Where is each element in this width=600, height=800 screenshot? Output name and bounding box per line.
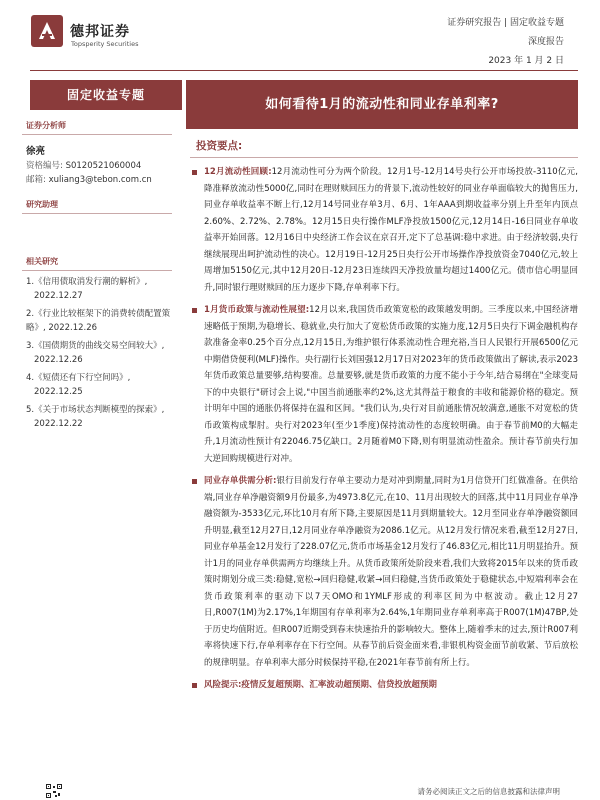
- analyst-heading: 证券分析师: [22, 120, 172, 135]
- report-title: 如何看待1月的流动性和同业存单利率?: [186, 80, 578, 129]
- paragraph-policy-outlook: [190, 302, 578, 467]
- logo-text-en: Topsperity Securities: [71, 40, 139, 48]
- square-bullet-icon: [192, 479, 197, 484]
- cert-label: 资格编号:: [26, 161, 63, 171]
- square-bullet-icon: [192, 308, 197, 313]
- logo-text-cn: 德邦证券: [70, 24, 130, 40]
- analyst-cert: [26, 159, 182, 171]
- email-label: 邮箱:: [26, 175, 46, 185]
- paragraph-text: 12月流动性可分为两个阶段。12月1号-12月14号央行公开市场投放-3110亿元,降准释放流动性5000亿,同时在理财赎回压力的背景下,流动性较好的同业存单面临较大的抛售压力,同业存单收益率不断上行,12月14号同业存单3月、6月、1年AAA到期收益率分别上升至年内顶点2.60%、2.72%、2.78%。12月15日央行操作MLF净投放1500亿元,12月14日-16日同业存单收益率开始回落。12月16日中央经济工作会议在京召开,定下了总基调:稳中求进。由于经济较弱,央行继续展现出呵护流动性的决心。12月19日-12月25日央行公开市场操作净投放资金7040亿元,较上周增加5150亿元,其中12月20日-12月23日连续四天净投放量均超过1400亿元。债市信心明显回升,同时银行理财赎回的压力逐步下降,存单利率下行。: [204, 167, 578, 293]
- paragraph-liquidity-review: [190, 164, 578, 296]
- related-title: 3.《国债期货的曲线交易空间较大》,: [26, 341, 165, 351]
- report-type: 深度报告: [527, 37, 564, 47]
- paragraph-keyword: 1月货币政策与流动性展望:: [204, 305, 310, 315]
- tebon-logo-icon: [31, 15, 63, 47]
- related-research-list: [22, 275, 182, 431]
- investment-points-heading: 投资要点:: [190, 136, 578, 158]
- paragraph-keyword: 同业存单供需分析:: [204, 476, 277, 486]
- report-category: 证券研究报告 | 固定收益专题: [447, 18, 564, 28]
- risk-warning: [190, 677, 578, 693]
- paragraph-cd-supply-demand: [190, 473, 578, 671]
- page-footer: [0, 784, 600, 800]
- report-meta: [447, 14, 564, 71]
- related-date: 2022.12.22: [34, 419, 83, 429]
- report-date: 2023 年 1 月 2 日: [488, 56, 564, 66]
- square-bullet-icon: [192, 170, 197, 175]
- related-date: 2022.12.27: [34, 291, 83, 301]
- paragraph-keyword: 12月流动性回顾:: [204, 167, 272, 177]
- list-item[interactable]: [22, 371, 182, 399]
- paragraph-text: 银行目前发行存单主要动力是对冲到期量,同时为1月信贷开门红做准备。在供给端,同业存单净融资额9月份最多,为4973.8亿元,在10、11月出现较大的回落,其中11月同业存单净融资额为-3533亿元,环比10月有所下降,主要原因是11月到期量较大。12月至同业存单净融资额回升明显,截至12月27日,12月同业存单净融资为2086.1亿元。从12月发行情况来看,截至12月27日,同业存单基金12月发行了228.07亿元,货币市场基金12月发行了46.83亿元,相比11月明显抬升。预计1月的同业存单供需两方均继续上升。从货币政策所处阶段来看,我们大致将2015年以来的货币政策时期划分成三类:稳健,宽松→回归稳健,收紧→回归稳健,当货币政策处于稳健状态,中短端利率会在货币政策利率的驱动下以7天OMO和1YMLF形成的利率区间为中枢波动。截止12月27日,R007(1M)为2.17%,1年期国有存单利率为2.64%,1年期同业存单利率高于R007(1M)47BP,处于历史均值附近。但R007近期受到春末快速抬升的影响较大。整体上,随着季末的过去,预计R007利率将快速下行,存单利率存在下行空间。从春节前后资金面来看,非银机构资金面节前收紧、节后放松的规律明显。存单利率大部分时候保持平稳,在2021年春节前有所上行。: [204, 476, 578, 668]
- related-title: 5.《关于市场状态判断模型的探索》,: [26, 405, 165, 415]
- main-content: [190, 136, 578, 693]
- assistant-heading: 研究助理: [22, 199, 172, 214]
- list-item[interactable]: [22, 307, 182, 335]
- related-title: 4.《短债还有下行空间吗》,: [26, 373, 131, 383]
- cert-number: S0120521060004: [65, 161, 142, 171]
- risk-text: 风险提示:疫情反复超预期、汇率波动超预期、信贷投放超预期: [204, 680, 437, 690]
- email-link[interactable]: xuliang3@tebon.com.cn: [48, 175, 152, 185]
- related-date: 2022.12.26: [34, 355, 83, 365]
- report-header: [0, 0, 600, 72]
- sidebar: [22, 120, 182, 431]
- analyst-email: [26, 173, 182, 185]
- paragraph-text: 12月以来,我国货币政策宽松的政策越发明朗。三季度以来,中国经济增速略低于预期,为稳增长、稳就业,央行加大了宽松货币政策的实施力度,12月5日央行下调金融机构存款准备金率0.25个百分点,12月15日,为维护银行体系流动性合理充裕,当日人民银行开展6500亿元中期借贷便利(MLF)操作。央行副行长刘国强12月17日对2023年的货币政策做出了解读,表示2023年货币政策总量要够,结构要准。总量要够,就是货币政策的力度不能小于今年,结合易纲在"全球变局下的中央银行"研讨会上说,"中国当前通胀率约2%,这尤其得益于粮食的丰收和能源价格的稳定。预计明年中国的通胀仍将保持在温和区间。"我们认为,央行对目前通胀情况较满意,通胀不对宽松的货币政策构成掣肘。央行对2023年(至少1季度)保持流动性的态度较明确。由于春节前M0的大幅走升,1月流动性预计有22046.75亿缺口。2月随着M0下降,则有明显流动性盈余。预计春节前央行加大逆回购规模进行对冲。: [204, 305, 578, 464]
- related-title: 1.《信用债取消发行潮的解析》,: [26, 277, 148, 287]
- square-bullet-icon: [192, 683, 197, 688]
- header-divider: [30, 70, 578, 71]
- list-item[interactable]: [22, 275, 182, 303]
- related-title: 2.《行业比较框架下的消费转债配置策略》, 2022.12.26: [26, 309, 171, 333]
- list-item[interactable]: [22, 339, 182, 367]
- legal-disclaimer: 请务必阅读正文之后的信息披露和法律声明: [417, 787, 560, 796]
- related-heading: 相关研究: [22, 256, 172, 271]
- qr-code-icon: [46, 784, 62, 798]
- analyst-name: 徐亮: [26, 146, 46, 157]
- section-label: 固定收益专题: [30, 80, 182, 110]
- related-date: 2022.12.25: [34, 387, 83, 397]
- list-item[interactable]: [22, 403, 182, 431]
